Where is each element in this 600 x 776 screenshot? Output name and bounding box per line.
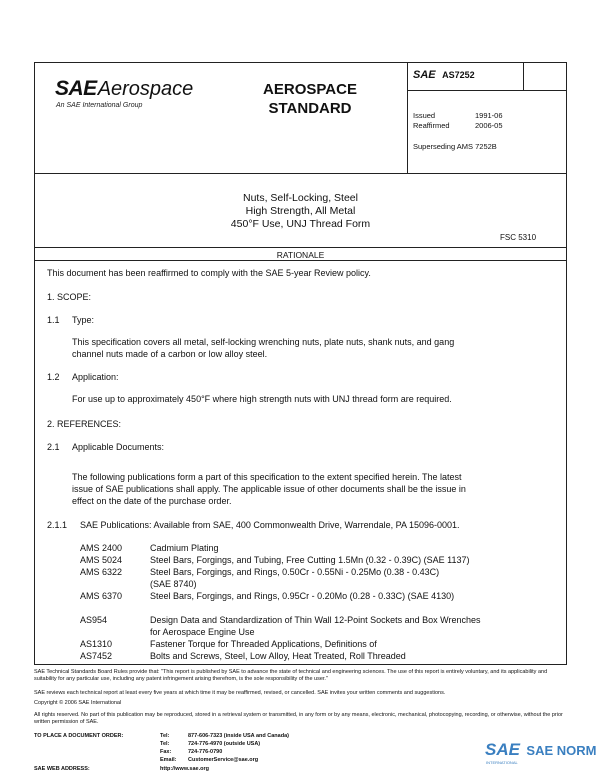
ref-code: AS1310 (80, 639, 113, 649)
sae-norm-logo (485, 740, 596, 760)
standard-line1: AEROSPACE (263, 81, 357, 98)
rationale-divider (34, 260, 567, 261)
section-1-1-text-a: This specification covers all metal, self-locking wrenching nuts, plate nuts, shank nuts, and gang (72, 337, 455, 347)
section-1-1-number: 1.1 (47, 315, 60, 325)
ref-desc: Design Data and Standardization of Thin Wall 12-Point Sockets and Box Wrenches (150, 615, 481, 625)
standard-heading (240, 80, 380, 118)
docnum-divider (407, 90, 567, 91)
tel-value: 877-606-7323 (inside USA and Canada) (188, 733, 289, 739)
ref-code: AS954 (80, 615, 108, 625)
reaffirmed-label: Reaffirmed (413, 121, 450, 130)
section-scope-heading: 1. SCOPE: (47, 292, 92, 302)
fax-label: Fax: (160, 749, 172, 755)
footer-review: SAE reviews each technical report at least every five years at which time it may be reaffirmed, revised, or cancelled. SAE invites your written comments and suggestions. (34, 690, 446, 696)
ref-desc: Cadmium Plating (150, 543, 219, 553)
doc-number: AS7252 (442, 70, 475, 80)
section-1-2-text: For use up to approximately 450°F where high strength nuts with UNJ thread form are required. (72, 394, 452, 404)
ref-desc: Steel Bars, Forgings, and Rings, 0.95Cr - 0.20Mo (0.28 - 0.33C) (SAE 4130) (150, 591, 455, 601)
section-2-1-text-a: The following publications form a part of this specification to the extent specified herein. The latest (72, 472, 462, 482)
section-2-1-text-c: effect on the date of the purchase order. (72, 496, 232, 506)
ref-code: AS7452 (80, 651, 113, 661)
rationale-text: This document has been reaffirmed to comply with the SAE 5-year Review policy. (47, 268, 371, 278)
section-1-1-title: Type: (72, 315, 95, 325)
sae-norm-mark: SAE (485, 740, 520, 759)
ref-desc: Steel Bars, Forgings, and Tubing, Free Cutting 1.5Mn (0.32 - 0.39C) (SAE 1137) (150, 555, 470, 565)
sae-aerospace-logo (55, 77, 193, 101)
tel2-value: 724-776-4970 (outside USA) (188, 741, 261, 747)
section-1-2-number: 1.2 (47, 372, 60, 382)
section-2-1-1-text: SAE Publications: Available from SAE, 400 Commonwealth Drive, Warrendale, PA 15096-0001. (80, 520, 460, 530)
header-divider (34, 173, 567, 174)
footer-rights: All rights reserved. No part of this publication may be reproduced, stored in a retrieval system or transmitted, in any form or by any means, electronic, mechanical, photocopying, recording, or otherwise, without the prior written permission of SAE. (34, 712, 563, 725)
doc-number-box (413, 69, 475, 81)
issued-label: Issued (413, 111, 436, 120)
logo-subtitle: An SAE International Group (56, 102, 143, 109)
title-line2: High Strength, All Metal (245, 205, 356, 217)
tel2-label: Tel: (160, 741, 170, 747)
header-column-divider (407, 62, 408, 173)
docnum-box-divider (523, 62, 524, 90)
document-title (34, 192, 567, 231)
ref-code: AMS 6322 (80, 567, 123, 577)
ref-desc: Steel Bars, Forgings, and Rings, 0.50Cr - 0.55Ni - 0.25Mo (0.38 - 0.43C) (150, 567, 440, 577)
ref-desc: for Aerospace Engine Use (150, 627, 255, 637)
section-2-1-number: 2.1 (47, 442, 60, 452)
web-label: SAE WEB ADDRESS: (34, 766, 90, 772)
footer-disclaimer: SAE Technical Standards Board Rules provide that: "This report is published by SAE to advance the state of technical and engineering sciences. The use of this report is entirely voluntary, and its applicability and suitability for any particular use, including any patent infringement arising therefrom, is the sole responsibility of the user." (34, 669, 548, 682)
web-value[interactable]: http://www.sae.org (160, 766, 209, 772)
doc-sae-mark: SAE (413, 69, 436, 81)
fsc-code: FSC 5310 (500, 233, 537, 242)
ref-code: AMS 6370 (80, 591, 123, 601)
email-value[interactable]: CustomerService@sae.org (188, 757, 259, 763)
standard-line2: STANDARD (268, 100, 352, 117)
fax-value: 724-776-0790 (188, 749, 223, 755)
section-2-1-title: Applicable Documents: (72, 442, 165, 452)
ref-desc: (SAE 8740) (150, 579, 197, 589)
section-1-2-title: Application: (72, 372, 119, 382)
ref-desc: Fastener Torque for Threaded Applications, Definitions of (150, 639, 377, 649)
section-2-1-1-number: 2.1.1 (47, 520, 68, 530)
tel-label: Tel: (160, 733, 170, 739)
ref-desc: Bolts and Screws, Steel, Low Alloy, Heat Treated, Roll Threaded (150, 651, 406, 661)
email-label: Email: (160, 757, 177, 763)
sae-norm-sub: INTERNATIONAL (486, 760, 518, 765)
ref-code: AMS 2400 (80, 543, 123, 553)
logo-sae-text: SAE (55, 77, 97, 100)
section-1-1-text-b: channel nuts made of a carbon or low alloy steel. (72, 349, 268, 359)
title-line1: Nuts, Self-Locking, Steel (243, 192, 358, 204)
rationale-heading: RATIONALE (276, 250, 325, 260)
sae-norm-text: SAE NORM (526, 743, 597, 758)
title-divider (34, 247, 567, 248)
reaffirmed-value: 2006-05 (475, 121, 503, 130)
logo-aerospace-text: Aerospace (97, 78, 194, 100)
section-2-1-text-b: issue of SAE publications shall apply. The applicable issue of other documents shall be the issue in (72, 484, 466, 494)
section-references-heading: 2. REFERENCES: (47, 419, 122, 429)
title-line3: 450°F Use, UNJ Thread Form (230, 218, 371, 230)
order-label: TO PLACE A DOCUMENT ORDER: (34, 733, 124, 739)
superseding: Superseding AMS 7252B (413, 142, 497, 151)
ref-code: AMS 5024 (80, 555, 123, 565)
footer-copyright: Copyright © 2006 SAE International (34, 700, 122, 706)
issued-value: 1991-06 (475, 111, 503, 120)
